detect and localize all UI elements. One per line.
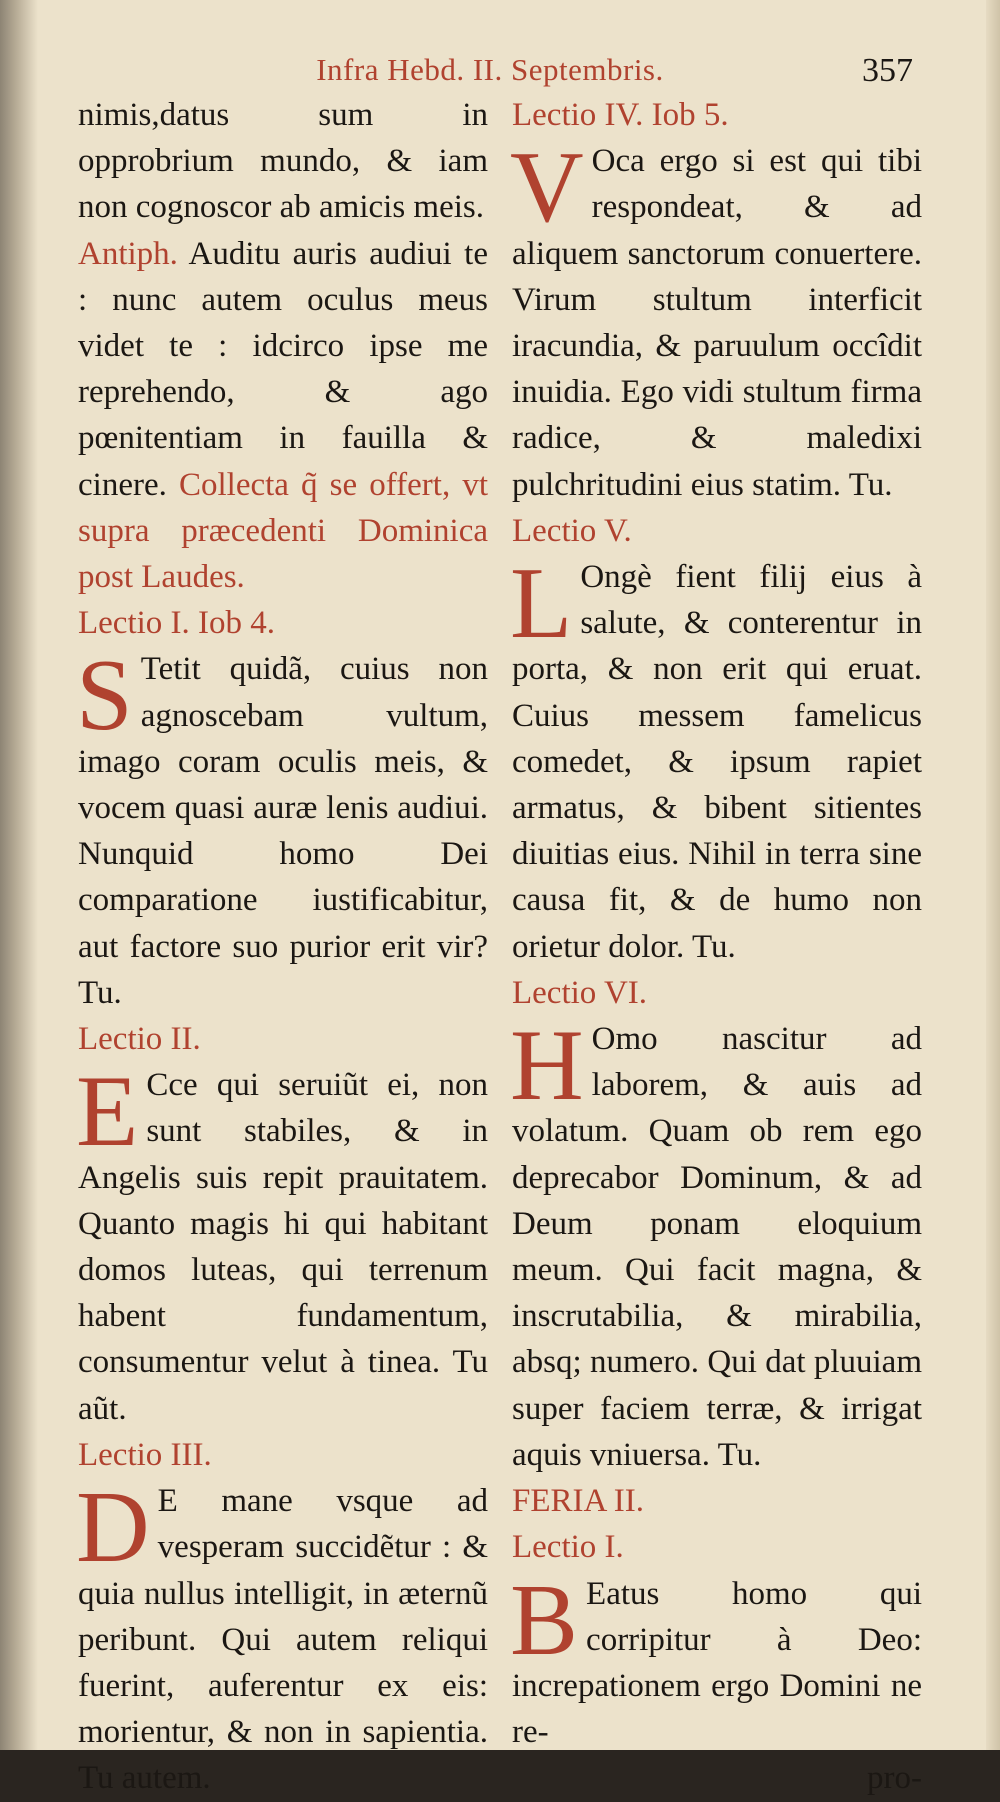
collect-rubric: Collecta q̃ se offert, vt supra præcedenti Dominica post Laudes.	[78, 466, 488, 596]
drop-cap-b: B	[510, 1563, 579, 1677]
right-column	[512, 92, 922, 1802]
drop-cap-h: H	[510, 1009, 584, 1123]
lectio-3	[76, 1471, 488, 1801]
page-edge	[986, 0, 1000, 1750]
lectio-4	[510, 131, 922, 508]
lectio-5-heading: Lectio V.	[512, 512, 632, 549]
lectio-5-text: Ongè fient filij eius à salute, & conterentur in porta, & non erit qui eruat. Cuius messem famelicus comedet, & ipsum rapiet armatus, & bibent sitientes diuitias eius. Nihil in terra sine causa fit, & de humo non orietur dolor. Tu.	[512, 559, 922, 965]
lectio-6-heading: Lectio VI.	[512, 974, 648, 1011]
lectio-5	[510, 547, 922, 970]
drop-cap-e: E	[76, 1055, 139, 1169]
running-head: Infra Hebd. II. Septembris.	[316, 52, 664, 87]
lectio-2-heading: Lectio II.	[78, 1021, 201, 1058]
lectio-4-heading: Lectio IV. Iob 5.	[512, 97, 729, 133]
lectio-3-heading: Lectio III.	[78, 1436, 212, 1473]
feria-lectio-1	[510, 1563, 922, 1756]
drop-cap-l: L	[510, 547, 573, 661]
antiphon-label: Antiph.	[78, 235, 178, 272]
catchword: pro-	[867, 1760, 922, 1797]
lectio-1-heading: Lectio I. Iob 4.	[78, 605, 276, 642]
opening-text: nimis,datus sum in opprobrium mundo, & iam non cognoscor ab amicis meis.	[78, 97, 488, 226]
feria-lectio-1-heading: Lectio I.	[512, 1529, 624, 1566]
lectio-2-text: Cce qui seruiũt ei, non sunt stabiles, & in Angelis suis repit prauitatem. Quanto magis hi qui habitant domos luteas, qui terrenum habent fundamentum, consumentur velut à tinea. Tu aũt.	[78, 1067, 488, 1427]
antiphon-text: Auditu auris audiui te : nunc autem oculus meus videt te : idcirco ipse me reprehendo, & ago pœnitentiam in fauilla & cinere.	[78, 235, 488, 503]
gutter-shadow	[0, 0, 38, 1750]
lectio-1-text: Tetit quidã, cuius non agnoscebam vultum, imago coram oculis meis, & vocem quasi auræ lenis audiui. Nunquid homo Dei comparatione iustificabitur, aut factore suo purior erit vir? Tu.	[78, 651, 488, 1011]
feria-heading: FERIA II.	[512, 1483, 644, 1520]
lectio-1	[76, 639, 488, 1016]
feria-lectio-1-text: Eatus homo qui corripitur à Deo: increpationem ergo Domini ne re-	[512, 1575, 922, 1751]
lectio-3-text: E mane vsque ad vesperam succidẽtur : & quia nullus intelligit, in æternũ peribunt. Qui autem reliqui fuerint, auferentur ex eis: morientur, & non in sapientia. Tu autem.	[78, 1483, 488, 1797]
drop-cap-v: V	[510, 131, 584, 245]
drop-cap-d: D	[76, 1471, 150, 1585]
page-number: 357	[862, 52, 913, 89]
left-column	[78, 92, 488, 1802]
lectio-4-text: Oca ergo si est qui tibi respondeat, & ad aliquem sanctorum conuertere. Virum stultum interficit iracundia, & paruulum occîdit inuidia. Ego vidi stultum firma radice, & maledixi pulchritudini eius statim. Tu.	[512, 143, 922, 503]
lectio-2	[76, 1055, 488, 1432]
drop-cap-s: S	[76, 639, 133, 753]
lectio-6	[510, 1009, 922, 1478]
antiphon	[78, 231, 488, 601]
lectio-6-text: Omo nascitur ad laborem, & auis ad volatum. Quam ob rem ego deprecabor Dominum, & ad Deum ponam eloquium meum. Qui facit magna, & inscrutabilia, & mirabilia, absq; numero. Qui dat pluuiam super faciem terræ, & irrigat aquis vniuersa. Tu.	[512, 1021, 922, 1473]
